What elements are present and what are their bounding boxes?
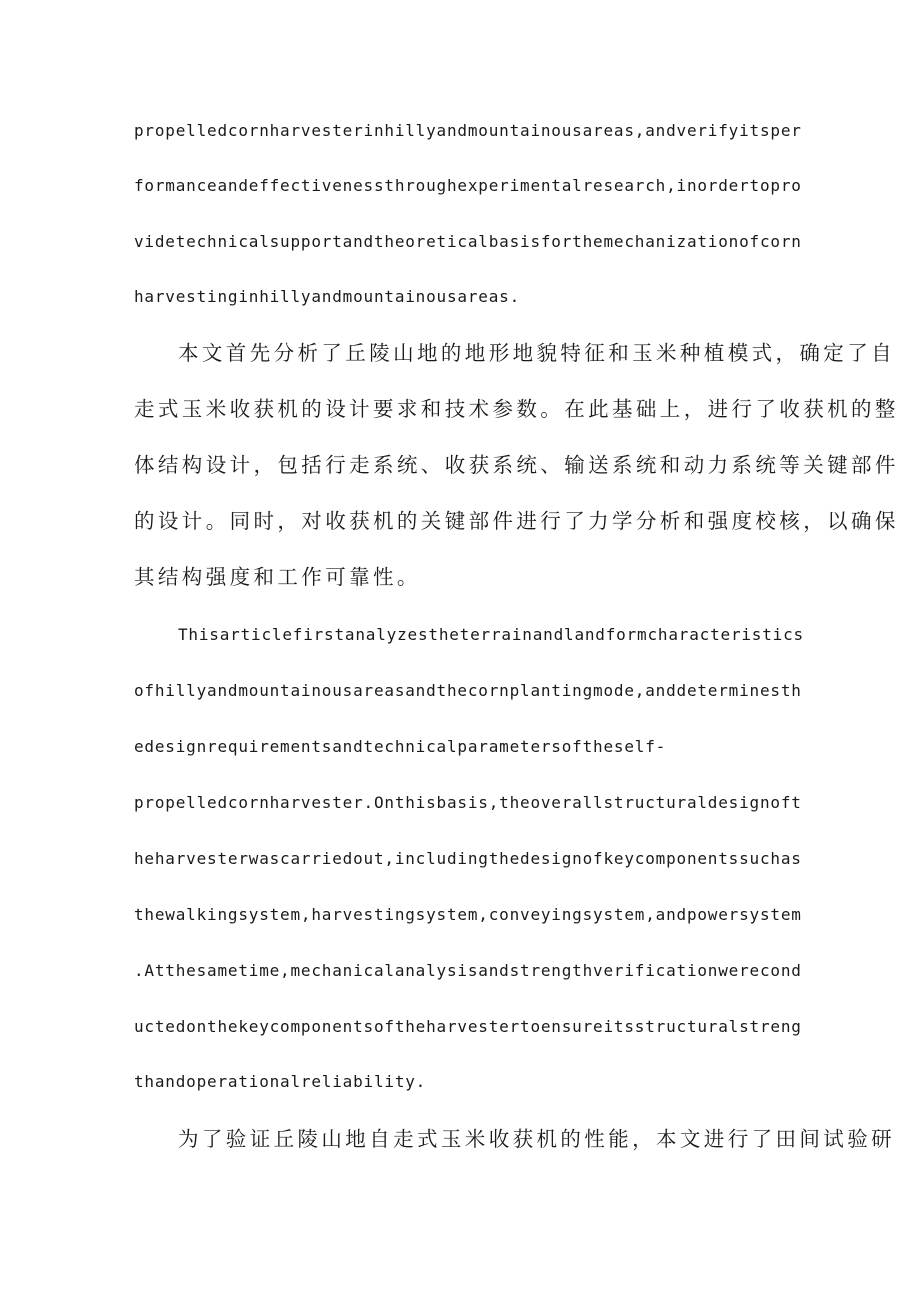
text-line: formanceandeffectivenessthroughexperimentalresearch,inordertopro <box>134 176 802 195</box>
text-line: heharvesterwascarriedout,includingthedesignofkeycomponentssuchas <box>134 849 802 868</box>
text-line: .Atthesametime,mechanicalanalysisandstrengthverificationwerecond <box>134 961 802 980</box>
text-line: 的设计。同时，对收获机的关键部件进行了力学分析和强度校核，以确保 <box>134 509 899 533</box>
text-line: 本文首先分析了丘陵山地的地形地貌特征和玉米种植模式，确定了自 <box>178 341 895 365</box>
text-line: videtechnicalsupportandtheoreticalbasisforthemechanizationofcorn <box>134 232 802 251</box>
text-line: uctedonthekeycomponentsoftheharvestertoensureitsstructuralstreng <box>134 1017 802 1036</box>
text-line: edesignrequirementsandtechnicalparametersoftheself- <box>134 737 667 756</box>
text-line: 走式玉米收获机的设计要求和技术参数。在此基础上，进行了收获机的整 <box>134 397 899 421</box>
text-line: Thisarticlefirstanalyzestheterrainandlandformcharacteristics <box>178 625 804 644</box>
text-line: thewalkingsystem,harvestingsystem,conveyingsystem,andpowersystem <box>134 905 802 924</box>
text-line: thandoperationalreliability. <box>134 1072 427 1091</box>
text-line: propelledcornharvester.Onthisbasis,theoverallstructuraldesignoft <box>134 793 802 812</box>
text-line: ofhillyandmountainousareasandthecornplantingmode,anddeterminesth <box>134 681 802 700</box>
text-line: 为了验证丘陵山地自走式玉米收获机的性能，本文进行了田间试验研 <box>178 1127 895 1151</box>
text-line: 体结构设计，包括行走系统、收获系统、输送系统和动力系统等关键部件 <box>134 453 899 477</box>
text-line: harvestinginhillyandmountainousareas. <box>134 287 521 306</box>
text-line: 其结构强度和工作可靠性。 <box>134 565 421 589</box>
text-line: propelledcornharvesterinhillyandmountainousareas,andverifyitsper <box>134 121 802 140</box>
